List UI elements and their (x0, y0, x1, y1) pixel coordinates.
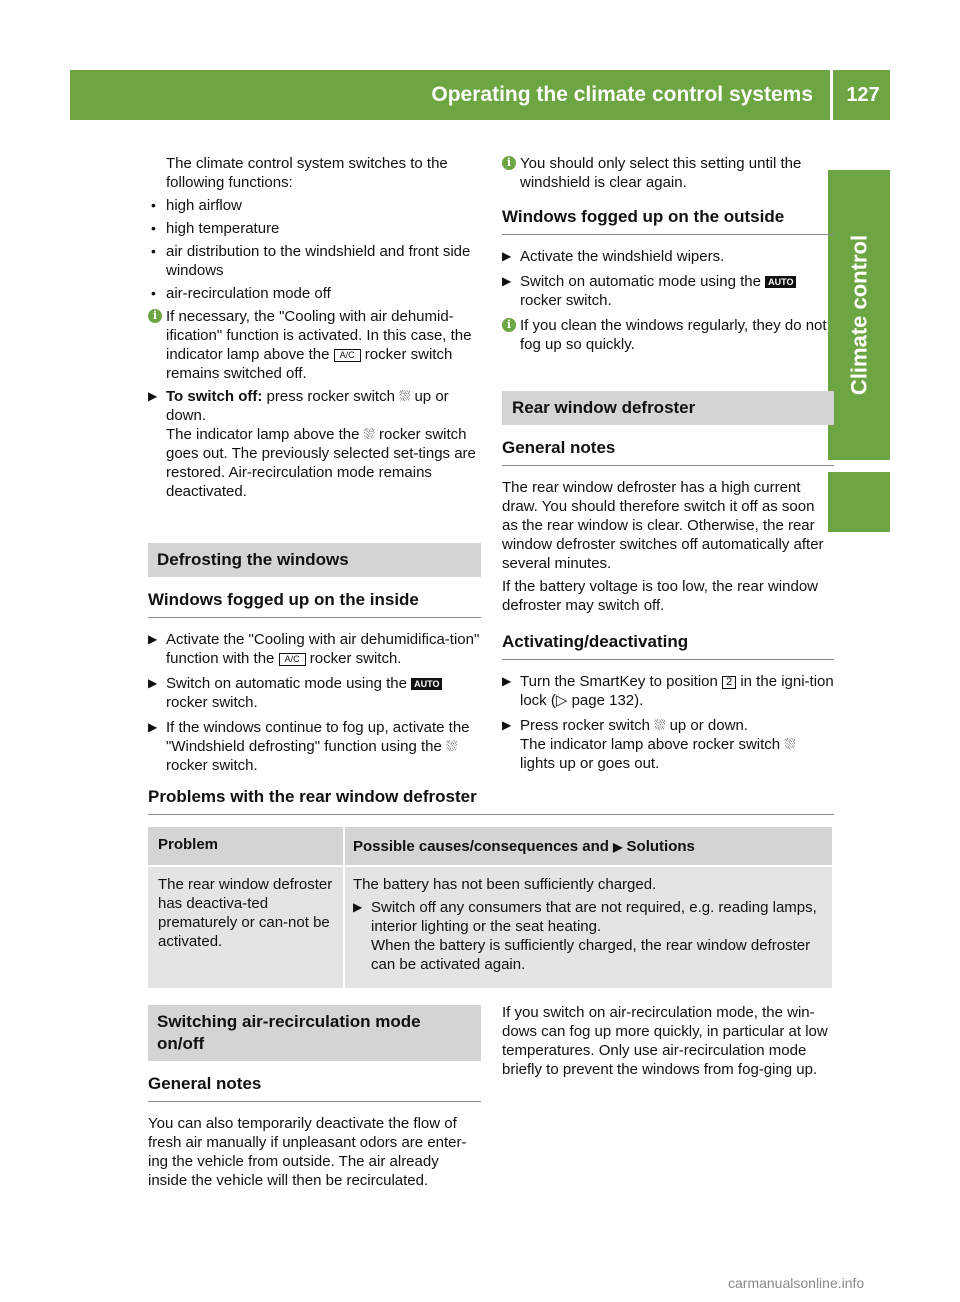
arrow-icon: ▶ (502, 274, 512, 288)
side-marker (828, 472, 890, 532)
paragraph: You can also temporarily deactivate the flow of fresh air manually if unpleasant odors are enter-ing the vehicle from outside. The air already inside the vehicle will then be recirculated. (148, 1115, 467, 1189)
table-header-row (148, 827, 832, 866)
page-ref-icon: ▷ (555, 692, 568, 709)
rear-defrost-icon: ⛆ (784, 736, 796, 752)
column-header: Possible causes/consequences and ▶ Solutions (344, 827, 832, 866)
side-tab (828, 170, 890, 460)
ac-key-icon: A/C (279, 653, 306, 666)
arrow-icon: ▶ (148, 676, 158, 690)
section-heading: Defrosting the windows (148, 543, 481, 577)
page-header (70, 70, 890, 120)
list-item: • high temperature (151, 220, 280, 237)
problem-cell: The rear window defroster has deactiva-ted prematurely or can-not be activated. (148, 866, 344, 988)
intro-text: The climate control system switches to the following functions: (166, 155, 448, 191)
windshield-max-icon: ⛆ (363, 426, 375, 442)
instruction-step: ▶ Activate the windshield wipers. (502, 248, 725, 265)
page-number: 127 (846, 84, 880, 106)
side-tab-label: Climate control (846, 234, 872, 396)
paragraph: The rear window defroster has a high current draw. You should therefore switch it off as soon as the rear window is clear. Otherwise, the rear window defroster switches off automatically after several minutes. (502, 479, 824, 572)
header-divider (830, 70, 833, 120)
arrow-icon: ▶ (613, 840, 623, 854)
arrow-icon: ▶ (148, 389, 158, 403)
problems-section (148, 786, 834, 988)
ac-key-icon: A/C (334, 349, 361, 362)
subheading: Activating/deactivating (502, 631, 834, 660)
subheading: General notes (502, 437, 834, 466)
subheading: General notes (148, 1073, 481, 1102)
instruction-step: ▶ Press rocker switch ⛆ up or down. The indicator lamp above rocker switch ⛆ lights up or goes out. (502, 717, 796, 772)
recirculation-continued (502, 1003, 834, 1083)
instruction-step: ▶ Switch on automatic mode using the AUTO rocker switch. (502, 272, 834, 310)
recirculation-section (148, 1005, 481, 1194)
paragraph: If you switch on air-recirculation mode, the win-dows can fog up more quickly, in particular at low temperatures. Only use air-recirculation mode briefly to prevent the windows from fog-ging up. (502, 1004, 828, 1078)
arrow-icon: ▶ (148, 720, 158, 734)
header-title: Operating the climate control systems (431, 83, 813, 106)
info-icon: i (502, 318, 516, 332)
instruction-step: ▶ Switch on automatic mode using the AUTO rocker switch. (148, 674, 481, 712)
paragraph: If the battery voltage is too low, the rear window defroster may switch off. (502, 578, 819, 614)
info-icon: i (148, 309, 162, 323)
windshield-max-icon: ⛆ (445, 738, 458, 754)
rear-defroster-section (502, 391, 834, 779)
list-item: • air distribution to the windshield and front side windows (151, 243, 471, 279)
subheading: Problems with the rear window defroster (148, 786, 834, 815)
list-item: • air-recirculation mode off (151, 285, 331, 302)
arrow-icon: ▶ (502, 718, 512, 732)
auto-key-icon: AUTO (411, 678, 442, 690)
arrow-icon: ▶ (148, 632, 158, 646)
auto-key-icon: AUTO (765, 276, 796, 288)
column-header: Problem (148, 827, 344, 866)
left-column-top (148, 154, 481, 507)
windshield-max-icon: ⛆ (399, 388, 411, 404)
instruction-step: ▶ Turn the SmartKey to position 2 in the igni-tion lock (▷ page 132). (502, 673, 834, 709)
problems-table (148, 827, 832, 988)
watermark: carmanualsonline.info (728, 1275, 865, 1291)
info-note: i You should only select this setting until the windshield is clear again. (502, 154, 834, 192)
subheading: Windows fogged up on the outside (502, 206, 834, 235)
table-row (148, 866, 832, 988)
section-heading: Switching air-recirculation mode on/off (148, 1005, 481, 1061)
arrow-icon: ▶ (353, 900, 363, 914)
list-item: • high airflow (151, 197, 242, 214)
arrow-icon: ▶ (502, 674, 512, 688)
page-reference[interactable]: page 132). (571, 692, 644, 709)
rear-defrost-icon: ⛆ (654, 717, 666, 733)
section-heading: Rear window defroster (502, 391, 834, 425)
instruction-step: ▶ Switch off any consumers that are not required, e.g. reading lamps, interior lighting or the seat heating. When the battery is sufficiently charged, the rear window defroster can be activated again. (353, 899, 817, 973)
info-note: i If you clean the windows regularly, they do not fog up so quickly. (502, 316, 834, 354)
instruction-step: ▶ If the windows continue to fog up, activate the "Windshield defrosting" function using the ⛆ rocker switch. (148, 719, 470, 774)
instruction-step: ▶ To switch off: press rocker switch ⛆ up or down. The indicator lamp above the ⛆ rocker switch goes out. The previously selected set-tings are restored. Air-recirculation mode remains deactivated. (148, 388, 476, 500)
info-note: i If necessary, the "Cooling with air dehumid-ification" function is activated. In this case, the indicator lamp above the A/C rocker switch remains switched off. (148, 307, 481, 383)
info-icon: i (502, 156, 516, 170)
subheading: Windows fogged up on the inside (148, 589, 481, 618)
defrost-section (148, 543, 481, 781)
arrow-icon: ▶ (502, 249, 512, 263)
right-column-top (502, 154, 834, 358)
position-key: 2 (722, 676, 736, 689)
instruction-step: ▶ Activate the "Cooling with air dehumidifica-tion" function with the A/C rocker switch. (148, 631, 480, 667)
solution-cell: The battery has not been sufficiently charged. ▶ Switch off any consumers that are not required, e.g. reading lamps, interior lighting or the seat heating. When the battery is sufficiently charged, the rear window defroster can be activated again. (344, 866, 832, 988)
